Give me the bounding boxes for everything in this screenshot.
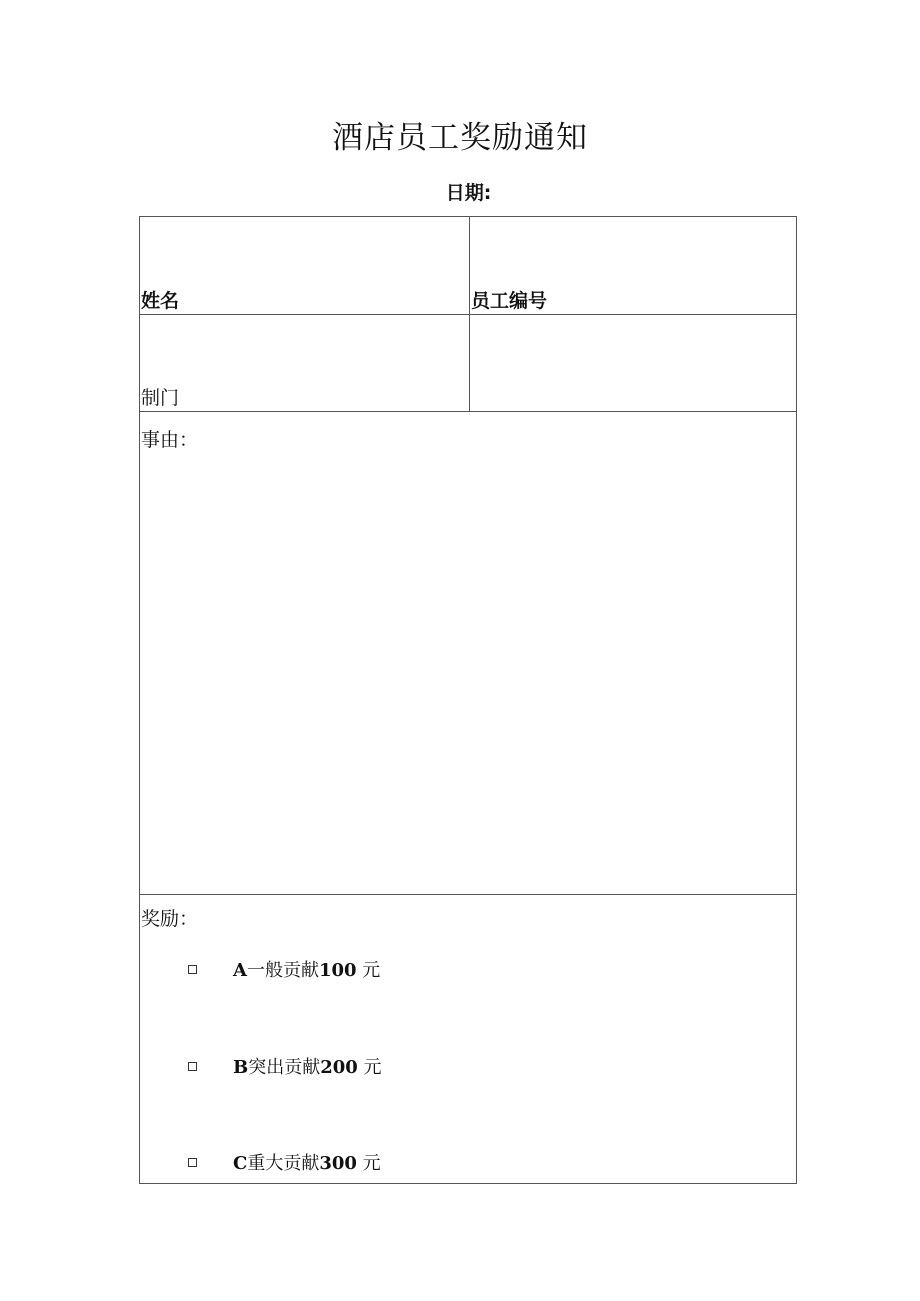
employee-id-field-label: 员工编号 [471,290,548,312]
reward-option-c-text: C重大贡献300 元 [233,1153,381,1174]
reward-field-label: 奖励： [141,908,199,930]
reward-option-b[interactable] [188,1056,588,1080]
reward-form [139,216,797,1184]
reward-option-c[interactable] [188,1152,588,1176]
reward-option-a[interactable] [188,959,588,983]
reason-field-label: 事由： [141,429,199,451]
checkbox-icon[interactable] [188,965,197,974]
checkbox-icon[interactable] [188,1062,197,1071]
checkbox-icon[interactable] [188,1158,197,1167]
name-field-label: 姓名 [141,290,180,312]
row-divider-2 [140,411,796,412]
column-divider [469,217,470,412]
reward-option-b-text: B突出贡献200 元 [233,1057,382,1078]
reward-option-a-text: A一般贡献100 元 [233,960,381,981]
department-field-label: 制门 [141,387,180,409]
row-divider-3 [140,894,796,895]
document-title: 酒店员工奖励通知 [332,120,588,156]
date-label: 日期: [445,182,492,204]
row-divider-1 [140,314,796,315]
